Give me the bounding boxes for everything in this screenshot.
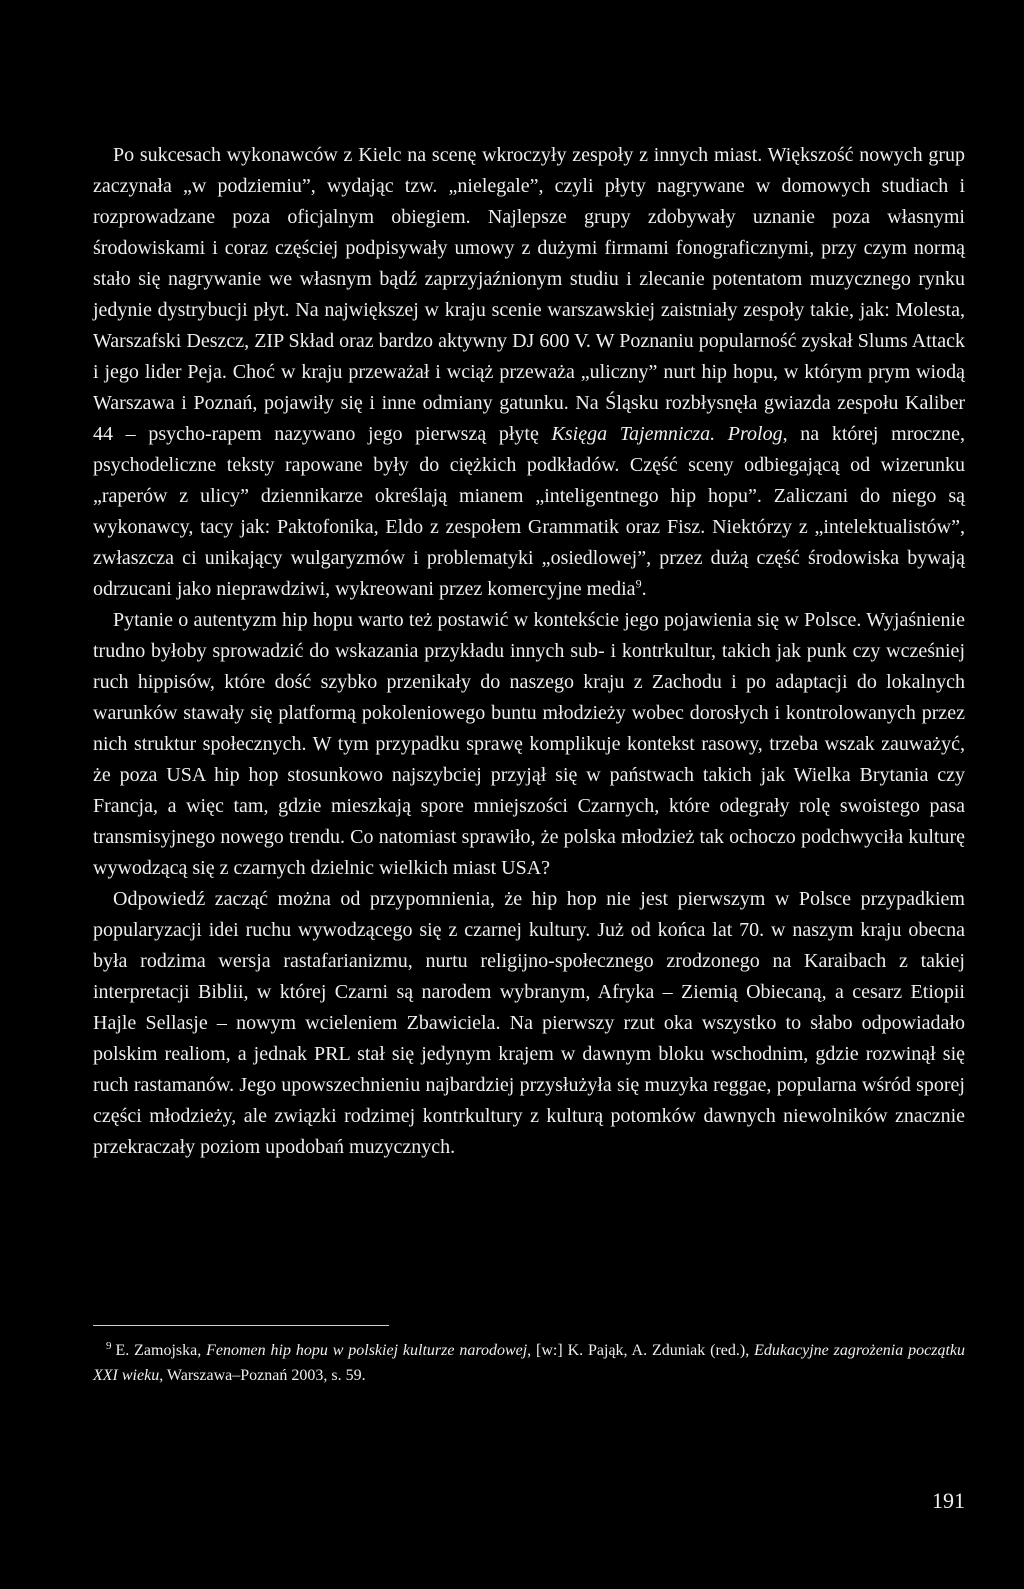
footnote-author: E. Zamojska, (115, 1342, 207, 1359)
footnote (93, 1338, 965, 1388)
p3-text: Odpowiedź zacząć można od przypomnienia, że hip hop nie jest pierwszym w Polsce przypadkiem popularyzacji idei ruchu wywodzącego się z czarnej kultury. Już od końca lat 70. w naszym kraju obecna była rodzima wersja rastafarianizmu, nurtu religijno-społecznego zrodzonego na Karaibach z takiej interpretacji Biblii, w której Czarni są narodem wybranym, Afryka – Ziemią Obiecaną, a cesarz Etiopii Hajle Sellasje – nowym wcieleniem Zbawiciela. Na pierwszy rzut oka wszystko to słabo odpowiadało polskim realiom, a jednak PRL stał się jedynym krajem w dawnym bloku wschodnim, gdzie rozwinął się ruch rastamanów. Jego upowszechnieniu najbardziej przysłużyła się muzyka reggae, popularna wśród sporej części młodzieży, ale związki rodzimej kontrkultury z kulturą potomków dawnych niewolników znacznie przekraczały poziom upodobań muzycznych. (93, 888, 965, 1158)
footnote-title-1: Fenomen hip hopu w polskiej kulturze narodowej (206, 1342, 528, 1359)
paragraph-3 (93, 884, 965, 1163)
footnote-divider (93, 1325, 389, 1326)
footnote-reference: 9 (635, 576, 642, 591)
book-title-italic: Księga Tajemnicza. Prolog (551, 423, 783, 445)
footnote-mark: 9 (106, 1339, 112, 1352)
page-number: 191 (932, 1488, 965, 1513)
footnote-end: , Warszawa–Poznań 2003, s. 59. (159, 1367, 366, 1384)
paragraph-1 (93, 140, 965, 605)
footnote-title-2: Edukacyjne zagrożenia początku XXI wieku (93, 1342, 966, 1384)
paragraph-2 (93, 605, 965, 884)
p1-text-c: . (641, 578, 647, 600)
p1-text-a: Po sukcesach wykonawców z Kielc na scenę wkroczyły zespoły z innych miast. Większość nowych grup zaczynała „w podziemiu”, wydając tzw. „nielegale”, czyli płyty nagrywane w domowych studiach i rozprowadzane poza oficjalnym obiegiem. Najlepsze grupy zdobywały uznanie poza własnymi środowiskami i coraz częściej podpisywały umowy z dużymi firmami fonograficznymi, przy czym normą stało się nagrywanie we własnym bądź zaprzyjaźnionym studiu i zlecanie potentatom muzycznego rynku jedynie dystrybucji płyt. Na największej w kraju scenie warszawskiej zaistniały zespoły takie, jak: Molesta, Warszafski Deszcz, ZIP Skład oraz bardzo aktywny DJ 600 V. W Poznaniu popularność zyskał Slums Attack i jego lider Peja. Choć w kraju przeważał i wciąż przeważa „uliczny” nurt hip hopu, w którym prym wiodą Warszawa i Poznań, pojawiły się i inne odmiany gatunku. Na Śląsku rozbłysnęła gwiazda zespołu Kaliber 44 – psycho-rapem nazywano jego pierwszą płytę (93, 144, 965, 445)
main-text (93, 140, 965, 1163)
p1-text-b: , na której mroczne, psychodeliczne teksty rapowane były do ciężkich podkładów. Część sceny odbiegającą od wizerunku „raperów z ulicy” dziennikarze określają mianem „inteligentnego hip hopu”. Zaliczani do niego są wykonawcy, tacy jak: Paktofonika, Eldo z zespołem Grammatik oraz Fisz. Niektórzy z „intelektualistów”, zwłaszcza ci unikający wulgaryzmów i problematyki „osiedlowej”, przez dużą część środowiska bywają odrzucani jako nieprawdziwi, wykreowani przez komercyjne media (93, 423, 965, 600)
p2-text: Pytanie o autentyzm hip hopu warto też postawić w kontekście jego pojawienia się w Polsce. Wyjaśnienie trudno byłoby sprowadzić do wskazania przykładu innych sub- i kontrkultur, takich jak punk czy wcześniej ruch hippisów, które dość szybko przenikały do naszego kraju z Zachodu i po adaptacji do lokalnych warunków stawały się platformą pokoleniowego buntu młodzieży wobec dorosłych i kontrolowanych przez nich struktur społecznych. W tym przypadku sprawę komplikuje kontekst rasowy, trzeba wszak zauważyć, że poza USA hip hop stosunkowo najszybciej przyjął się w państwach takich jak Wielka Brytania czy Francja, a więc tam, gdzie mieszkają spore mniejszości Czarnych, które odegrały rolę swoistego pasa transmisyjnego nowego trendu. Co natomiast sprawiło, że polska młodzież tak ochoczo podchwyciła kulturę wywodzącą się z czarnych dzielnic wielkich miast USA? (93, 609, 965, 879)
footnote-mid: , [w:] K. Pająk, A. Zduniak (red.), (527, 1342, 755, 1359)
